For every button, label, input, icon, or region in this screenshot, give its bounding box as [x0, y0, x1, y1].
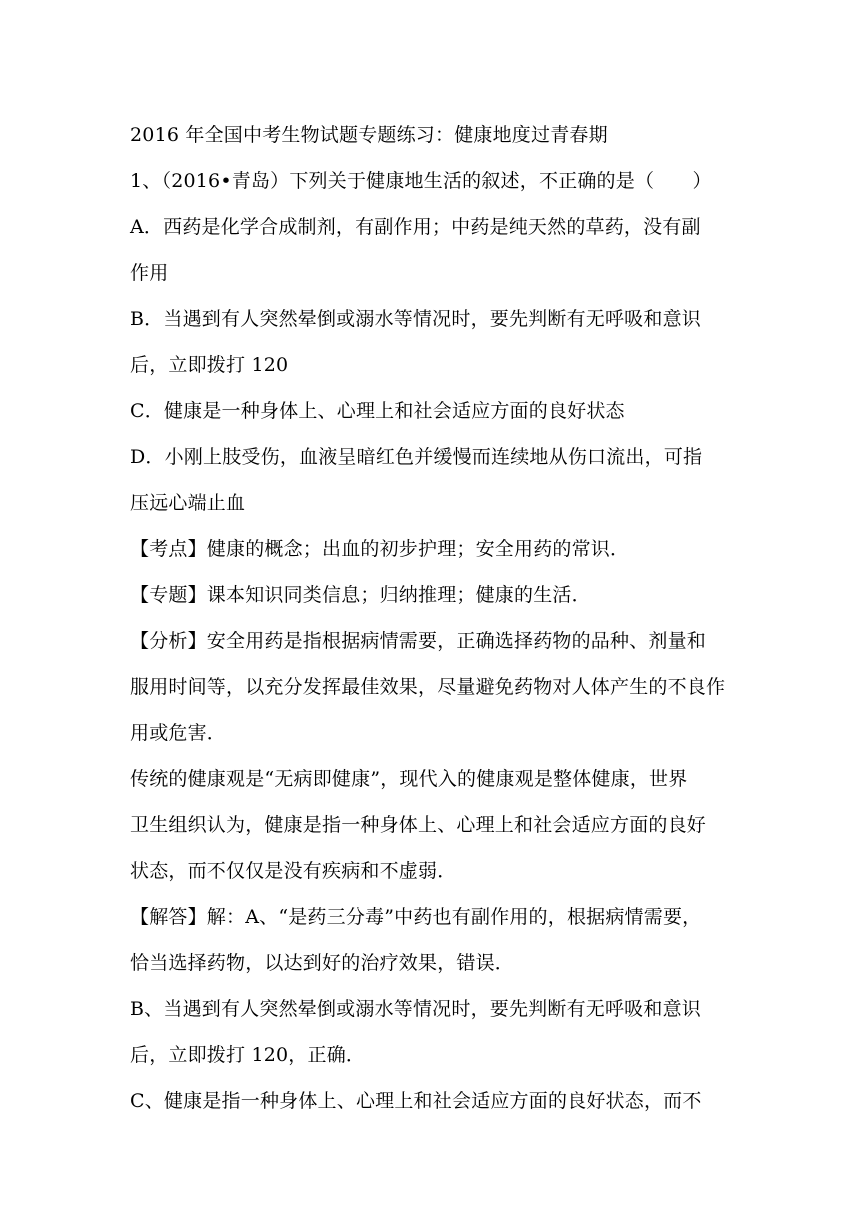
option-d-line-1: D．小刚上肢受伤，血液呈暗红色并缓慢而连续地从伤口流出，可指 [130, 446, 703, 468]
option-c: C．健康是一种身体上、心理上和社会适应方面的良好状态 [130, 400, 625, 422]
document-page [130, 112, 732, 1124]
analysis-line-3: 用或危害． [130, 722, 227, 744]
answer-a-line-2: 恰当选择药物，以达到好的治疗效果，错误． [130, 952, 515, 974]
answer-b-line-1: B、当遇到有人突然晕倒或溺水等情况时，要先判断有无呼吸和意识 [130, 998, 701, 1020]
exam-point: 【考点】健康的概念；出血的初步护理；安全用药的常识． [130, 538, 630, 560]
analysis-paragraph-2-line-3: 状态，而不仅仅是没有疾病和不虚弱． [130, 860, 457, 882]
topic: 【专题】课本知识同类信息；归纳推理；健康的生活． [130, 584, 591, 606]
answer-c-line-1: C、健康是指一种身体上、心理上和社会适应方面的良好状态，而不 [130, 1090, 702, 1112]
answer-b-line-2: 后，立即拨打 120，正确． [130, 1044, 366, 1066]
option-b-line-1: B．当遇到有人突然晕倒或溺水等情况时，要先判断有无呼吸和意识 [130, 308, 701, 330]
analysis-line-1: 【分析】安全用药是指根据病情需要，正确选择药物的品种、剂量和 [130, 630, 707, 652]
analysis-line-2: 服用时间等，以充分发挥最佳效果，尽量避免药物对人体产生的不良作 [130, 676, 726, 698]
analysis-paragraph-2-line-2: 卫生组织认为，健康是指一种身体上、心理上和社会适应方面的良好 [130, 814, 707, 836]
analysis-paragraph-2-line-1: 传统的健康观是“无病即健康”，现代入的健康观是整体健康，世界 [130, 768, 688, 790]
question-stem: 1、（2016•青岛）下列关于健康地生活的叙述，不正确的是（ ） [130, 170, 712, 192]
option-a-line-1: A．西药是化学合成制剂，有副作用；中药是纯天然的草药，没有副 [130, 216, 701, 238]
option-b-line-2: 后，立即拨打 120 [130, 354, 289, 376]
document-title: 2016 年全国中考生物试题专题练习：健康地度过青春期 [130, 124, 608, 146]
option-a-line-2: 作用 [130, 262, 169, 284]
option-d-line-2: 压远心端止血 [130, 492, 246, 514]
answer-a-line-1: 【解答】解：A、“是药三分毒”中药也有副作用的，根据病情需要， [130, 906, 702, 928]
